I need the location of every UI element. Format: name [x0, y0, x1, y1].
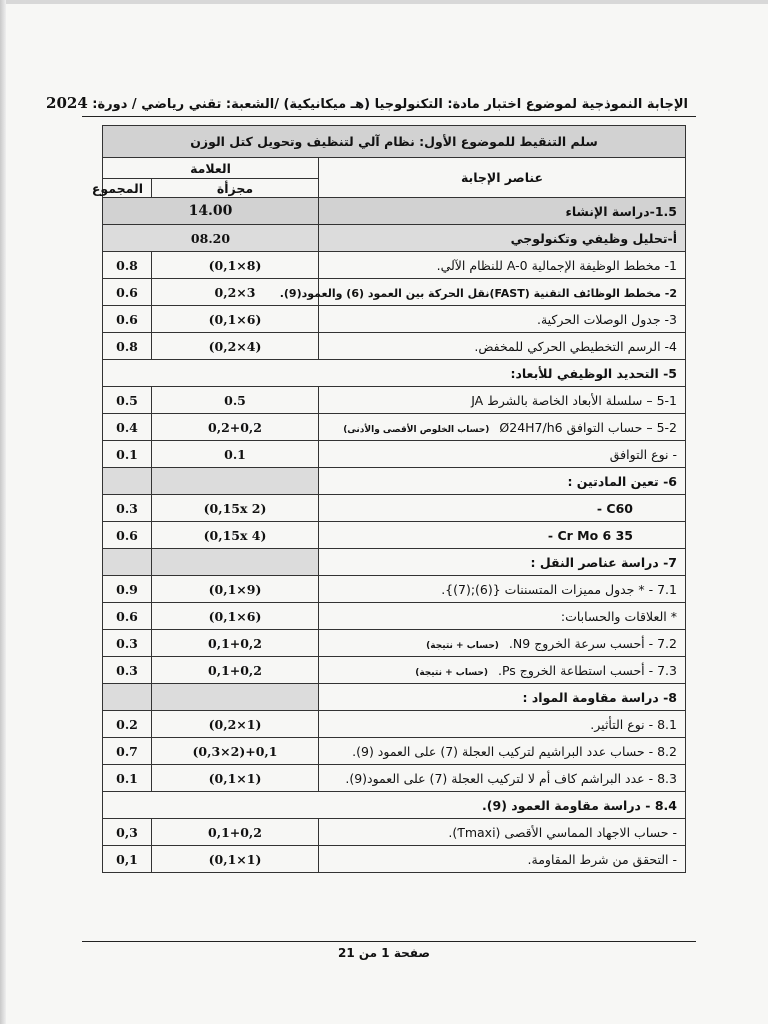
answer-item-text: 5-2 – حساب التوافق Ø24H7/h6: [499, 419, 677, 435]
total-mark: 0.1: [103, 441, 152, 468]
table-row: [103, 630, 686, 657]
page-top-edge: [0, 0, 768, 4]
page-number: صفحة 1 من 21: [338, 946, 430, 960]
table-title-row: [103, 126, 686, 158]
group-heading: 5- التحديد الوظيفي للأبعاد:: [103, 360, 686, 387]
answer-item-text: 2- مخطط الوظائف التقنية (FAST)نقل الحركة بين العمود (6) والعمود(9).: [279, 286, 677, 300]
total-mark: 0,1: [103, 846, 152, 873]
total-mark: 0.3: [103, 657, 152, 684]
partial-mark: 0,1+0,2: [152, 657, 319, 684]
header-rule: [82, 116, 696, 117]
partial-mark: 0,2+0,2: [152, 414, 319, 441]
answer-item: [279, 279, 686, 306]
answer-item: [319, 495, 686, 522]
total-mark: 0.6: [103, 522, 152, 549]
answer-item-note: (حساب الخلوص الأقصى والأدنى): [343, 424, 490, 435]
partial-mark: 0.1: [152, 441, 319, 468]
partial-mark: (0,1×6): [152, 306, 319, 333]
total-mark: 0.8: [103, 252, 152, 279]
page-left-edge: [0, 0, 6, 1024]
total-mark: 0.6: [103, 603, 152, 630]
table-header-row: [103, 158, 686, 179]
subsection-partial: 08.20: [103, 225, 319, 252]
section-title: 1.5-دراسة الإنشاء: [319, 198, 686, 225]
empty-cell: [103, 468, 152, 495]
answer-item: [319, 657, 686, 684]
table-row: [103, 333, 686, 360]
answer-item: [319, 522, 686, 549]
table-row: [103, 522, 686, 549]
subsection-title: أ-تحليل وظيفي وتكنولوجي: [319, 225, 686, 252]
partial-mark: (0,1×1): [152, 765, 319, 792]
total-mark: 0.6: [103, 279, 152, 306]
section-total: 14.00: [103, 198, 319, 225]
group-heading: 6- تعين المادتين :: [319, 468, 686, 495]
partial-mark: (0,1×8): [152, 252, 319, 279]
total-mark: 0.5: [103, 387, 152, 414]
answer-item: [319, 387, 686, 414]
table-row: [103, 792, 686, 819]
answer-item-text: C60 -: [596, 500, 633, 516]
answer-item-text: 8.2 - حساب عدد البراشيم لتركيب العجلة (7) على العمود (9).: [352, 743, 677, 759]
table-row: [103, 360, 686, 387]
mark-header: العلامة: [103, 158, 319, 179]
total-header: المجموع: [103, 179, 152, 198]
answer-item: [319, 765, 686, 792]
table-row: [103, 279, 686, 306]
answer-item-text: 8.1 - نوع التأثير.: [590, 716, 677, 732]
answer-item: [319, 711, 686, 738]
table-row: [103, 441, 686, 468]
partial-mark: 0,2×3: [152, 279, 319, 306]
table-row: [103, 684, 686, 711]
table-row: [103, 468, 686, 495]
total-mark: 0.7: [103, 738, 152, 765]
total-mark: 0.9: [103, 576, 152, 603]
total-mark: 0.3: [103, 630, 152, 657]
answer-item-text: - حساب الاجهاد المماسي الأقصى (Ƭmaxi).: [448, 824, 677, 840]
answer-item-note: (حساب + نتيجة): [415, 667, 488, 678]
partial-mark: (0,1×9): [152, 576, 319, 603]
answer-item: [319, 333, 686, 360]
answer-item: [319, 846, 686, 873]
table-row: [103, 657, 686, 684]
table-row: [103, 711, 686, 738]
total-mark: 0.2: [103, 711, 152, 738]
answer-item-text: 4- الرسم التخطيطي الحركي للمخفض.: [474, 338, 677, 354]
table-row: [103, 549, 686, 576]
partial-mark: 0,1+0,2: [152, 630, 319, 657]
answer-item-text: - التحقق من شرط المقاومة.: [527, 851, 677, 867]
table-row: [103, 198, 686, 225]
empty-cell: [152, 684, 319, 711]
answer-item-text: 5-1 – سلسلة الأبعاد الخاصة بالشرط JA: [471, 392, 677, 408]
total-mark: 0.6: [103, 306, 152, 333]
table-row: [103, 819, 686, 846]
answer-item-text: 8.3 - عدد البراشم كاف أم لا لتركيب العجلة (7) على العمود(9).: [345, 770, 677, 786]
answer-item: [319, 630, 686, 657]
answer-item-note: (حساب + نتيجة): [426, 640, 499, 651]
answer-item-text: 3- جدول الوصلات الحركية.: [536, 311, 677, 327]
partial-mark: (0,3×2)+0,1: [152, 738, 319, 765]
total-mark: 0.8: [103, 333, 152, 360]
answer-item-text: 7.1 - * جدول مميزات المتسننات {(6);(7)}.: [441, 581, 677, 597]
empty-cell: [103, 684, 152, 711]
partial-mark: (0,2×1): [152, 711, 319, 738]
answer-item: [319, 738, 686, 765]
total-mark: 0.1: [103, 765, 152, 792]
empty-cell: [152, 549, 319, 576]
header-year: 2024: [46, 94, 88, 112]
answer-item-text: 7.3 - أحسب استطاعة الخروج Ps.: [497, 662, 677, 678]
table-row: [103, 306, 686, 333]
answer-item: [319, 252, 686, 279]
answer-item: [319, 819, 686, 846]
footer-rule: [82, 941, 696, 942]
table-row: [103, 576, 686, 603]
group-heading: 8.4 - دراسة مقاومة العمود (9).: [103, 792, 686, 819]
group-heading: 8- دراسة مقاومة المواد :: [319, 684, 686, 711]
document-header: [46, 94, 688, 112]
table-row: [103, 846, 686, 873]
answer-item-text: - نوع التوافق: [609, 446, 677, 462]
answer-item-text: 7.2 - أحسب سرعة الخروج N9.: [508, 635, 677, 651]
table-row: [103, 252, 686, 279]
partial-mark: (0,1×1): [152, 846, 319, 873]
partial-mark: (0,2×4): [152, 333, 319, 360]
table-row: [103, 603, 686, 630]
table-row: [103, 738, 686, 765]
total-mark: 0.4: [103, 414, 152, 441]
empty-cell: [103, 549, 152, 576]
group-heading: 7- دراسة عناصر النقل :: [319, 549, 686, 576]
grading-table: [91, 125, 686, 873]
answer-item-text: 35 Cr Mo 6 -: [547, 527, 633, 543]
answer-item: [319, 603, 686, 630]
partial-mark: 0.5: [152, 387, 319, 414]
table-title: سلم التنقيط للموضوع الأول: نظام آلي لتنظيف وتحويل كتل الوزن: [103, 126, 686, 158]
answer-item: [319, 441, 686, 468]
header-text: الإجابة النموذجية لموضوع اختبار مادة: التكنولوجيا (هـ ميكانيكية) /الشعبة: تقني رياضي / دورة:: [92, 97, 688, 112]
total-mark: 0.3: [103, 495, 152, 522]
partial-header: مجزأة: [152, 179, 319, 198]
table-row: [103, 495, 686, 522]
answer-item: [319, 576, 686, 603]
table-row: [103, 765, 686, 792]
answer-item: [319, 306, 686, 333]
partial-mark: (0,1×6): [152, 603, 319, 630]
empty-cell: [152, 468, 319, 495]
partial-mark: 0,1+0,2: [152, 819, 319, 846]
partial-mark: (0,15x 2): [152, 495, 319, 522]
answer-item-text: * العلاقات والحسابات:: [560, 608, 677, 624]
table-row: [103, 387, 686, 414]
total-mark: 0,3: [103, 819, 152, 846]
answer-item-text: 1- مخطط الوظيفة الإجمالية A-0 للنظام الآلي.: [436, 257, 677, 273]
answer-elements-header: عناصر الإجابة: [319, 158, 686, 198]
table-row: [103, 225, 686, 252]
partial-mark: (0,15x 4): [152, 522, 319, 549]
table-row: [103, 414, 686, 441]
answer-item: [319, 414, 686, 441]
